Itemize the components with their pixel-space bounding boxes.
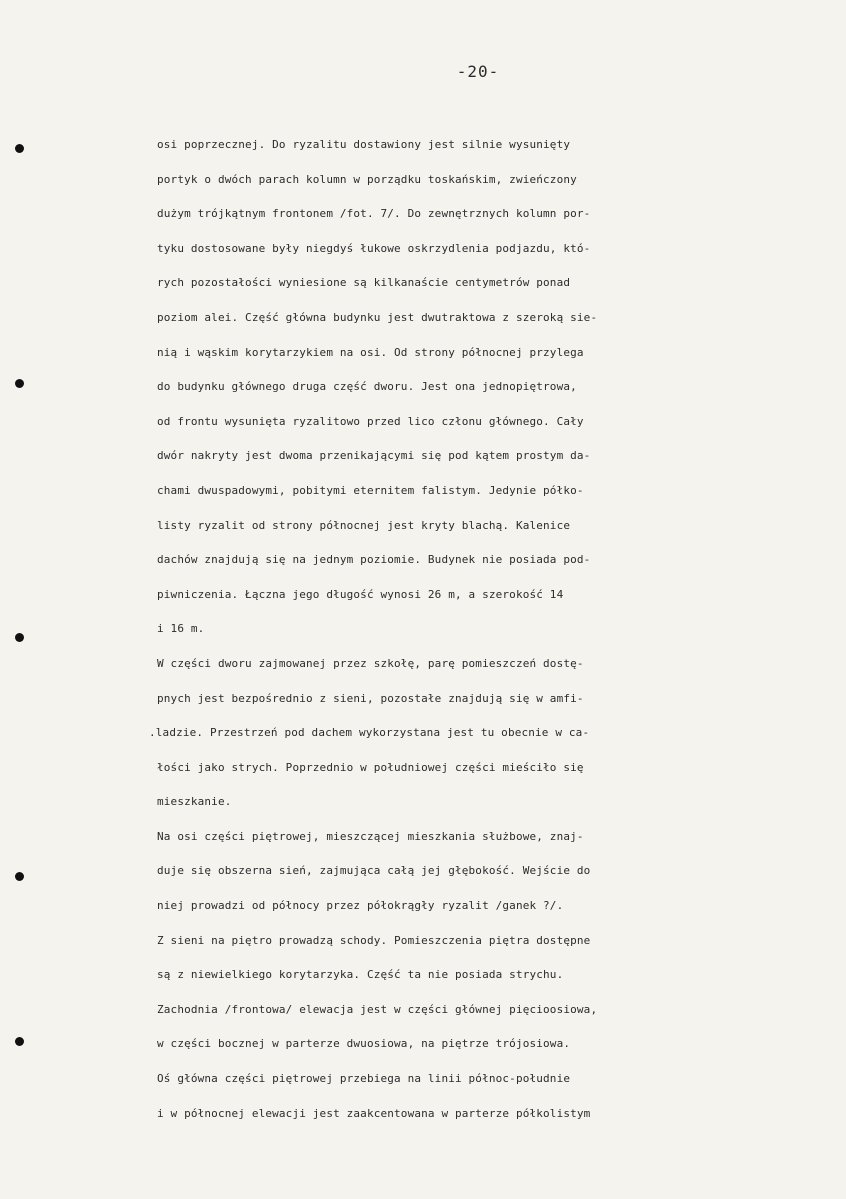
text-line: W części dworu zajmowanej przez szkołę, parę pomieszczeń dostę- [157,656,584,670]
text-line: Na osi części piętrowej, mieszczącej mieszkania służbowe, znaj- [157,829,584,843]
text-line: Z sieni na piętro prowadzą schody. Pomieszczenia piętra dostępne [157,933,591,947]
text-line: mieszkanie. [157,795,232,809]
text-line: duje się obszerna sień, zajmująca całą jej głębokość. Wejście do [157,864,591,878]
text-line: poziom alei. Część główna budynku jest dwutraktowa z szeroką sie- [157,310,598,324]
text-line: tyku dostosowane były niegdyś łukowe oskrzydlenia podjazdu, któ- [157,241,591,255]
text-line: rych pozostałości wyniesione są kilkanaście centymetrów ponad [157,276,571,290]
text-line: pnych jest bezpośrednio z sieni, pozostałe znajdują się w amfi- [157,691,584,705]
text-line: .ladzie. Przestrzeń pod dachem wykorzystana jest tu obecnie w ca- [149,726,590,740]
text-line: dachów znajdują się na jednym poziomie. Budynek nie posiada pod- [157,553,591,567]
text-line: osi poprzecznej. Do ryzalitu dostawiony jest silnie wysunięty [157,138,571,151]
text-line: do budynku głównego druga część dworu. Jest ona jednopiętrowa, [157,380,577,394]
text-line: piwniczenia. Łączna jego długość wynosi 26 m, a szerokość 14 [157,587,564,601]
text-line: są z niewielkiego korytarzyka. Część ta nie posiada strychu. [157,968,564,982]
text-line: w części bocznej w parterze dwuosiowa, na piętrze trójosiowa. [157,1037,571,1051]
body-text [0,128,846,1131]
text-line: i w północnej elewacji jest zaakcentowana w parterze półkolistym [157,1106,591,1120]
text-line: niej prowadzi od północy przez półokrągły ryzalit /ganek ?/. [157,899,564,913]
text-line: Oś główna części piętrowej przebiega na linii północ-południe [157,1072,571,1086]
text-line: dwór nakryty jest dwoma przenikającymi się pod kątem prostym da- [157,449,591,463]
text-line: portyk o dwóch parach kolumn w porządku toskańskim, zwieńczony [157,172,577,186]
text-line: dużym trójkątnym frontonem /fot. 7/. Do zewnętrznych kolumn por- [157,207,591,221]
text-line: Zachodnia /frontowa/ elewacja jest w części głównej pięcioosiowa, [157,1002,598,1016]
text-line: od frontu wysunięta ryzalitowo przed lico członu głównego. Cały [157,414,584,428]
text-line: chami dwuspadowymi, pobitymi eternitem falistym. Jedynie półko- [157,483,584,497]
text-line: i 16 m. [157,622,205,636]
page-number: -20- [456,62,500,81]
text-line: listy ryzalit od strony północnej jest kryty blachą. Kalenice [157,518,571,532]
text-line: łości jako strych. Poprzednio w południowej części mieściło się [157,760,584,774]
text-line: nią i wąskim korytarzykiem na osi. Od strony północnej przylega [157,345,584,359]
